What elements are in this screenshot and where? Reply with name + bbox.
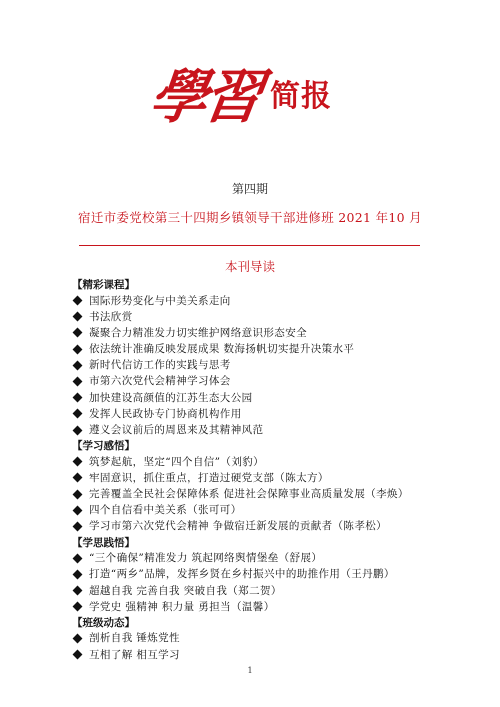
toc-item-text: 依法统计准确反映发展成果 数海扬帆切实提升决策水平 [89,343,355,356]
toc-item-text: 筑梦起航，坚定“四个自信”（刘豹） [89,455,265,468]
diamond-bullet-icon [73,521,83,531]
diamond-bullet-icon [73,328,83,338]
toc-item [72,310,472,324]
toc-item [72,407,472,421]
toc-item [72,567,472,581]
diamond-bullet-icon [73,473,83,483]
toc-item [72,358,472,372]
section-header: 【学习感悟】 [72,440,135,453]
toc-item [72,519,472,533]
toc-item [72,551,472,565]
toc-item-text: “三个确保”精准发力 筑起网络舆情堡垒（舒展） [89,552,323,565]
issue-number: 第四期 [231,182,268,196]
toc-item-text: 互相了解 相互学习 [89,648,180,661]
masthead-calligraphy: 學習 [145,63,263,131]
diamond-bullet-icon [73,376,83,386]
toc-item-text: 发挥人民政协专门协商机构作用 [89,407,242,420]
diamond-bullet-icon [73,296,83,306]
toc-item [72,391,472,405]
toc-item-text: 新时代信访工作的实践与思考 [89,359,231,372]
divider-line [79,245,420,246]
table-of-contents [72,278,472,664]
toc-item-text: 牢固意识，抓住重点，打造过硬党支部（陈太方） [89,471,329,484]
toc-item [72,584,472,598]
section-header: 【学思践悟】 [72,536,135,549]
toc-item [72,487,472,501]
toc-item [72,471,472,485]
toc-item [72,455,472,469]
diamond-bullet-icon [73,569,83,579]
toc-item-text: 四个自信看中美关系（张可可） [89,504,242,517]
toc-item-text: 剖析自我 锤炼党性 [89,632,180,645]
diamond-bullet-icon [73,505,83,515]
diamond-bullet-icon [73,633,83,643]
diamond-bullet-icon [73,425,83,435]
section-header: 【精彩课程】 [72,279,135,291]
toc-item [72,600,472,614]
toc-item [72,342,472,356]
toc-item-text: 加快建设高颜值的江苏生态大公园 [89,391,253,404]
masthead-logo [145,62,380,132]
diamond-bullet-icon [73,393,83,403]
toc-item-text: 学习市第六次党代会精神 争做宿迁新发展的贡献者（陈孝松） [89,520,388,533]
diamond-bullet-icon [73,360,83,370]
toc-item [72,648,472,662]
toc-item [72,631,472,645]
diamond-bullet-icon [73,489,83,499]
toc-item-text: 学党史 强精神 积力量 勇担当（温馨） [89,600,275,613]
diamond-bullet-icon [73,409,83,419]
toc-item-text: 书法欣赏 [89,310,133,323]
diamond-bullet-icon [73,457,83,467]
diamond-bullet-icon [73,344,83,354]
diamond-bullet-icon [73,553,83,563]
toc-item [72,374,472,388]
publication-subtitle: 宿迁市委党校第三十四期乡镇领导干部进修班 2021 年10 月 [78,210,422,225]
toc-item-text: 完善覆盖全民社会保障体系 促进社会保障事业高质量发展（李焕） [89,488,409,501]
toc-item [72,503,472,517]
masthead-title: 简报 [270,79,332,114]
toc-item-text: 国际形势变化与中美关系走向 [89,294,231,307]
diamond-bullet-icon [73,586,83,596]
toc-item-text: 遵义会议前后的周恩来及其精神风范 [89,424,264,436]
toc-item [72,326,472,340]
toc-item [72,294,472,308]
toc-item-text: 市第六次党代会精神学习体会 [89,375,231,388]
toc-item-text: 凝聚合力精准发力切实维护网络意识形态安全 [89,326,307,339]
page-number: 1 [247,666,253,675]
toc-item [72,423,472,437]
guide-title: 本刊导读 [224,259,275,274]
diamond-bullet-icon [73,312,83,322]
toc-item-text: 超越自我 完善自我 突破自我（郑二贺） [89,584,282,597]
toc-item-text: 打造“两乡”品牌，发挥乡贤在乡村振兴中的助推作用（王丹鹏） [89,568,395,581]
section-header: 【班级动态】 [72,616,135,629]
diamond-bullet-icon [73,650,83,660]
diamond-bullet-icon [73,602,83,612]
